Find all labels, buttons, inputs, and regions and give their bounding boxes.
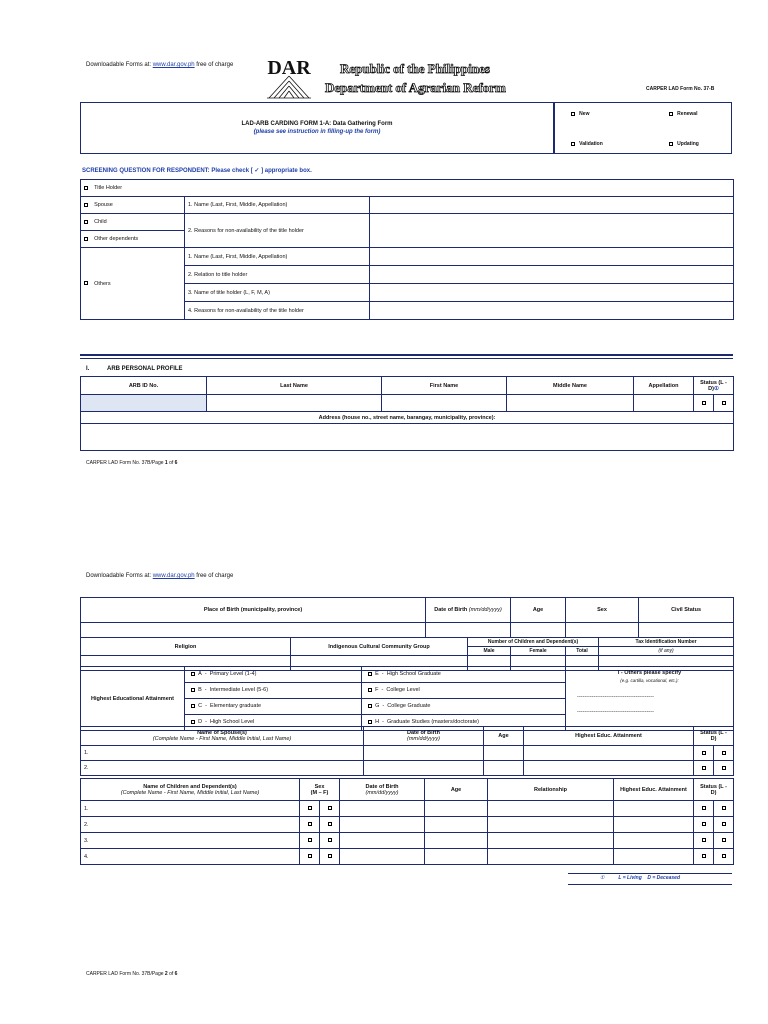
religion-subheader-row: Male Female Total (if any) [81, 647, 734, 656]
dar-logo [264, 54, 314, 100]
section-divider [80, 354, 733, 356]
form-subtitle: (please see instruction in filling-up the form) [253, 129, 381, 135]
civil-status-field[interactable] [639, 623, 734, 638]
section-title: ARB PERSONAL PROFILE [107, 366, 183, 372]
edu-option[interactable]: G - College Graduate [362, 699, 565, 715]
birth-info-table [80, 597, 734, 671]
checkbox-icon [722, 854, 726, 858]
table-row: 2. [81, 761, 734, 776]
checkbox-icon [84, 281, 88, 285]
children-header-row: Name of Children and Dependent(s) (Complete Name - First Name, Middle Initial, Last Name) Sex (M – F) Date of Birth (mm/dd/yyyy) Age Relationship Highest Educ. Attainment Status (L - D) [81, 779, 734, 801]
option-renewal[interactable]: Renewal [669, 111, 697, 117]
checkbox-icon [368, 720, 372, 724]
checkbox-icon [84, 220, 88, 224]
checkbox-icon [669, 142, 673, 146]
arb-id-field[interactable] [81, 395, 207, 412]
republic-title: Republic of the Philippines [340, 61, 490, 76]
checkbox-icon [191, 672, 195, 676]
checkbox-icon [308, 854, 312, 858]
screening-row: Child 2. Reasons for non-availability of the title holder [81, 214, 734, 231]
checkbox-icon [368, 672, 372, 676]
download-note: Downloadable Forms at: www.dar.gov.ph free of charge [86, 573, 234, 579]
place-of-birth-field[interactable] [81, 623, 426, 638]
download-note: Downloadable Forms at: www.dar.gov.ph free of charge [86, 62, 234, 68]
checkbox-icon [702, 806, 706, 810]
address-field[interactable] [81, 424, 734, 451]
checkbox-icon [191, 688, 195, 692]
checkbox-icon [571, 112, 575, 116]
checkbox-icon [722, 806, 726, 810]
edu-level-list [185, 667, 361, 730]
checkbox-icon [702, 751, 706, 755]
status-living-checkbox[interactable] [694, 395, 714, 412]
sex-field[interactable] [566, 623, 639, 638]
status-legend: ① L = Living D = Deceased [600, 875, 681, 881]
checkbox-icon [84, 186, 88, 190]
page-footer: CARPER LAD Form No. 37B/Page 1 of 6 [86, 460, 178, 466]
checkbox-icon [368, 688, 372, 692]
screening-row: 2. Relation to title holder [81, 266, 734, 284]
checkbox-icon [702, 401, 706, 405]
form-number: CARPER LAD Form No. 37-B [646, 86, 715, 92]
edu-level-list [362, 667, 565, 730]
education-table: Highest Educational Attainment A - Primary Level (1-4) B - Intermediate Level (5-6) C - Elementary graduate D - High School Level E - High School Graduate F - College Level G - College Graduate H - Graduate Studies (masters/doctorate) I - Others please specify (e.g. cartilla, vocational, etc.): ------------------------------------------ ------------------------------------------ [80, 666, 734, 731]
form-title: LAD-ARB CARDING FORM 1-A: Data Gathering Form [241, 121, 393, 127]
screening-row: Other dependents [81, 231, 734, 248]
option-new[interactable]: New [571, 111, 589, 117]
table-row: 2. [81, 817, 734, 833]
checkbox-icon [328, 838, 332, 842]
form-title-box [80, 102, 554, 154]
checkbox-icon [328, 806, 332, 810]
dar-website-link[interactable]: www.dar.gov.ph [152, 573, 195, 579]
form-type-box [554, 102, 732, 154]
status-deceased-checkbox[interactable] [714, 395, 734, 412]
checkbox-icon [702, 822, 706, 826]
edu-option[interactable]: E - High School Graduate [362, 667, 565, 683]
dar-website-link[interactable]: www.dar.gov.ph [152, 62, 195, 68]
checkbox-icon [702, 766, 706, 770]
age-field[interactable] [511, 623, 566, 638]
checkbox-icon [669, 112, 673, 116]
screening-row: Title Holder [81, 180, 734, 197]
screening-table [80, 179, 734, 320]
checkbox-icon [722, 751, 726, 755]
page-footer: CARPER LAD Form No. 37B/Page 2 of 6 [86, 971, 178, 977]
checkbox-icon [84, 203, 88, 207]
checkbox-icon [308, 822, 312, 826]
children-table [80, 778, 734, 865]
section-number: I. [86, 366, 90, 372]
profile-table [80, 376, 734, 451]
profile-input-row [81, 395, 734, 412]
checkbox-icon [328, 854, 332, 858]
address-input-row [81, 424, 734, 451]
checkbox-icon [702, 854, 706, 858]
table-row: 1. [81, 801, 734, 817]
address-label-row: Address (house no., street name, barangay, municipality, province): [81, 412, 734, 424]
screening-title: SCREENING QUESTION FOR RESPONDENT: Please check [ ✓ ] appropriate box. [82, 168, 312, 174]
edu-others-field[interactable]: I - Others please specify (e.g. cartilla, vocational, etc.): ------------------------------------------ ------------------------------------------ [566, 667, 734, 731]
middle-name-field[interactable] [507, 395, 634, 412]
legend-rule [568, 873, 732, 874]
legend-rule [568, 884, 732, 885]
checkbox-icon [702, 838, 706, 842]
edu-option[interactable]: D - High School Level [185, 715, 361, 730]
birth-header-row: Place of Birth (municipality, province) Date of Birth (mm/dd/yyyy) Age Sex Civil Status [81, 598, 734, 623]
screening-row: Others 1. Name (Last, First, Middle, Appellation) [81, 248, 734, 266]
checkbox-icon [328, 822, 332, 826]
edu-option[interactable]: H - Graduate Studies (masters/doctorate) [362, 715, 565, 730]
checkbox-icon [722, 822, 726, 826]
edu-option[interactable]: A - Primary Level (1-4) [185, 667, 361, 683]
edu-option[interactable]: C - Elementary graduate [185, 699, 361, 715]
checkbox-icon [308, 838, 312, 842]
checkbox-icon [191, 720, 195, 724]
appellation-field[interactable] [634, 395, 694, 412]
option-validation[interactable]: Validation [571, 141, 603, 147]
screening-row: 4. Reasons for non-availability of the title holder [81, 302, 734, 320]
spouse-table [80, 726, 734, 776]
checkbox-icon [368, 704, 372, 708]
birth-input-row [81, 623, 734, 638]
edu-option[interactable]: B - Intermediate Level (5-6) [185, 683, 361, 699]
date-of-birth-field[interactable] [426, 623, 511, 638]
section-divider [80, 358, 733, 359]
checkbox-icon [84, 237, 88, 241]
option-updating[interactable]: Updating [669, 141, 699, 147]
table-row: 3. [81, 833, 734, 849]
profile-header-row: ARB ID No. Last Name First Name Middle Name Appellation Status (L - D)① [81, 377, 734, 395]
checkbox-icon [722, 401, 726, 405]
screening-row: Spouse 1. Name (Last, First, Middle, Appellation) [81, 197, 734, 214]
table-row: 4. [81, 849, 734, 865]
checkbox-icon [722, 766, 726, 770]
spouse-reason-field[interactable] [370, 214, 734, 248]
checkbox-icon [571, 142, 575, 146]
svg-text:DAR: DAR [267, 57, 311, 79]
last-name-field[interactable] [207, 395, 382, 412]
religion-header-row: Religion Indigenous Cultural Community Group Number of Children and Dependent(s) Tax Identification Number [81, 638, 734, 647]
checkbox-icon [722, 838, 726, 842]
table-row: 1. [81, 746, 734, 761]
screening-row: 3. Name of title holder (L, F, M, A) [81, 284, 734, 302]
edu-option[interactable]: F - College Level [362, 683, 565, 699]
spouse-header-row: Name of Spouse(s) (Complete Name - First Name, Middle Initial, Last Name) Date of Birth (mm/dd/yyyy) Age Highest Educ. Attainment Status (L - D) [81, 727, 734, 746]
checkbox-icon [308, 806, 312, 810]
checkbox-icon [191, 704, 195, 708]
department-title: Department of Agrarian Reform [325, 80, 506, 95]
first-name-field[interactable] [382, 395, 507, 412]
spouse-name-field[interactable] [370, 197, 734, 214]
